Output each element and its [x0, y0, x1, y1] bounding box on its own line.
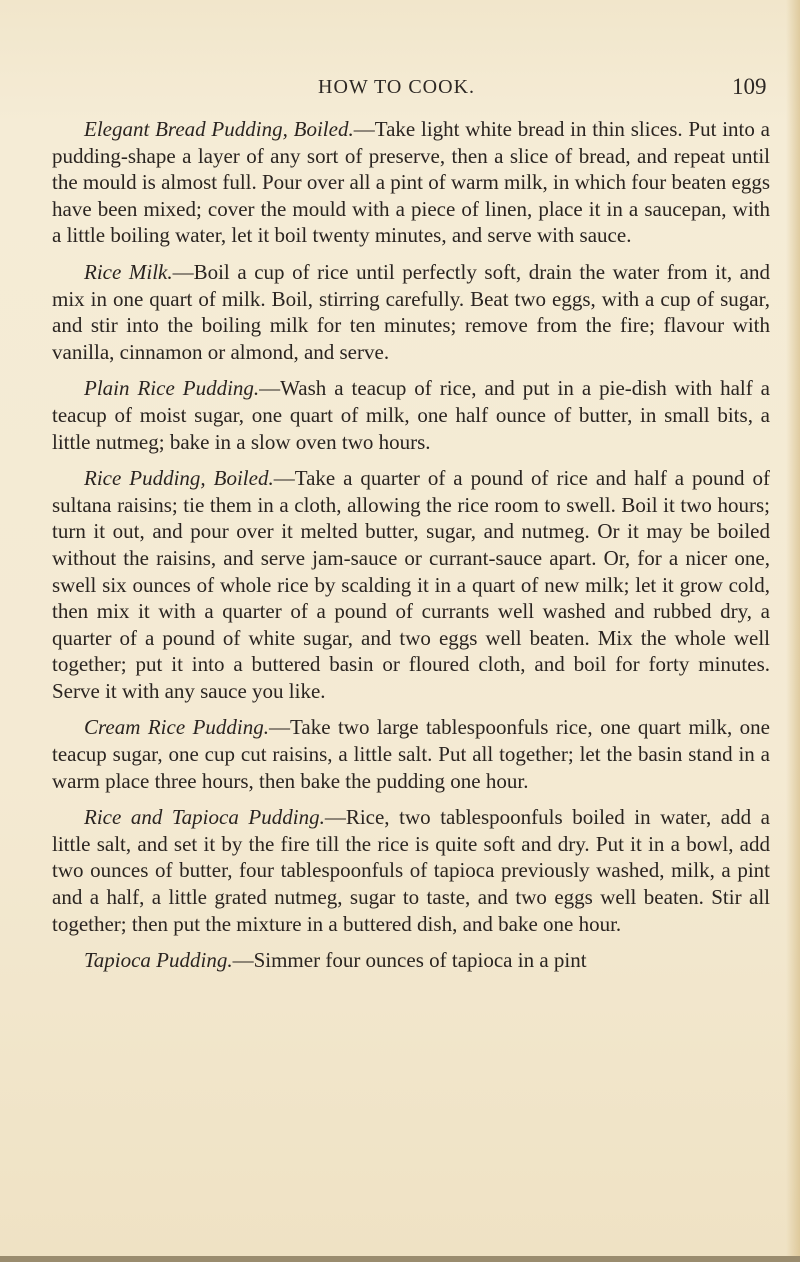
- recipe-text: —Take light white bread in thin slices. Put into a pudding-shape a layer of any sort of preserve, then a slice of bread, and repeat until the mould is almost full. Pour over all a pint of warm milk, in which four beaten eggs have been mixed; cover the mould with a piece of linen, place it in a saucepan, with a little boiling water, let it boil twenty minutes, and serve with sauce.: [52, 117, 770, 248]
- recipe-title: Rice and Tapioca Pudding.: [84, 805, 325, 830]
- recipe-text: —Rice, two tablespoonfuls boiled in water, add a little salt, and set it by the fire till the rice is quite soft and dry. Put it in a bowl, add two ounces of butter, four tablespoonfuls of tapioca previously washed, milk, a pint and a half, a little grated nutmeg, sugar to taste, and two eggs well beaten. Stir all together; then put the mixture in a buttered dish, and bake one hour.: [52, 805, 771, 936]
- recipe-paragraph: [52, 116, 770, 249]
- recipe-text: —Boil a cup of rice until perfectly soft, drain the water from it, and mix in one quart of milk. Boil, stirring carefully. Beat two eggs, with a cup of sugar, and stir into the boiling milk for ten minutes; remove from the fire; flavour with vanilla, cinnamon or almond, and serve.: [52, 259, 770, 364]
- recipe-paragraph: [52, 465, 770, 704]
- page-edge-shadow: [786, 0, 800, 1262]
- page-number: 109: [732, 74, 767, 99]
- recipe-title: Elegant Bread Pudding, Boiled.: [84, 117, 354, 141]
- recipe-title: Rice Pudding, Boiled.: [84, 466, 274, 491]
- recipe-paragraph: [52, 714, 770, 794]
- recipe-text: —Take two large tablespoonfuls rice, one quart milk, one teacup sugar, one cup cut raisins, a little salt. Put all together; let the basin stand in a warm place three hours, then bake the pudding one hour.: [52, 715, 770, 793]
- recipe-paragraph: [52, 259, 770, 365]
- recipe-title: Cream Rice Pudding.: [84, 715, 270, 740]
- page-body: [52, 116, 770, 984]
- page-header: [0, 74, 800, 104]
- recipe-paragraph: [52, 375, 770, 455]
- recipe-text: —Wash a teacup of rice, and put in a pie-dish with half a teacup of moist sugar, one quart of milk, one half ounce of butter, in small bits, a little nutmeg; bake in a slow oven two hours.: [52, 376, 770, 454]
- recipe-text: —Take a quarter of a pound of rice and half a pound of sultana raisins; tie them in a cloth, allowing the rice room to swell. Boil it two hours; turn it out, and pour over it melted butter, sugar, and nutmeg. Or it may be boiled without the raisins, and serve jam-sauce or currant-sauce apart. Or, for a nicer one, swell six ounces of whole rice by scalding it in a quart of new milk; let it grow cold, then mix it with a quarter of a pound of currants well washed and rubbed dry, a quarter of a pound of white sugar, and two eggs well beaten. Mix the whole well together; put it into a buttered basin or floured cloth, and boil for forty minutes. Serve it with any sauce you like.: [52, 466, 770, 703]
- page-bottom-edge: [0, 1256, 800, 1262]
- recipe-text: —Simmer four ounces of tapioca in a pint: [232, 948, 587, 973]
- recipe-title: Tapioca Pudding.: [84, 948, 233, 973]
- recipe-paragraph: [52, 947, 770, 974]
- running-head: HOW TO COOK.: [318, 76, 476, 98]
- recipe-paragraph: [52, 804, 770, 937]
- recipe-title: Plain Rice Pudding.: [84, 376, 260, 401]
- recipe-title: Rice Milk.: [84, 259, 173, 284]
